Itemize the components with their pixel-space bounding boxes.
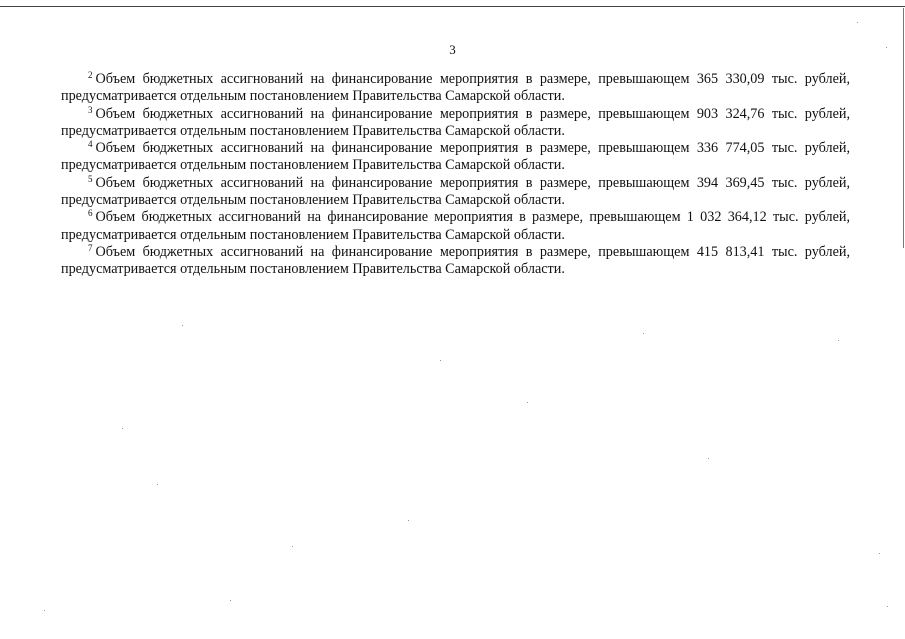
footnote-mark: 3 [88,104,93,115]
footnote-4 [61,140,850,175]
footnotes-block [61,71,850,279]
footnote-mark: 5 [88,173,93,184]
footnote-text: Объем бюджетных ассигнований на финансирование мероприятия в размере, превышающем 1 032 364,12 тыс. рублей, предусматривается отдельным постановлением Правительства Самарской области. [61,209,850,243]
scan-speck [879,553,880,554]
footnote-5 [61,175,850,210]
scan-speck [886,47,887,48]
scan-speck [708,458,709,459]
footnote-text: Объем бюджетных ассигнований на финансирование мероприятия в размере, превышающем 394 369,45 тыс. рублей, предусматривается отдельным постановлением Правительства Самарской области. [61,174,850,209]
scan-speck [230,600,231,601]
scan-speck [44,610,45,611]
footnote-3 [61,106,850,141]
scan-speck [527,402,528,403]
scan-speck [857,22,858,23]
footnote-text: Объем бюджетных ассигнований на финансирование мероприятия в размере, превышающем 365 330,09 тыс. рублей, предусматривается отдельным постановлением Правительства Самарской области. [61,71,850,105]
footnote-7 [61,244,850,279]
scan-speck [838,340,839,341]
scan-speck [643,333,644,334]
scan-speck [157,484,158,485]
scan-speck [887,606,888,607]
footnote-6 [61,209,850,244]
footnote-2 [61,71,850,106]
footnote-mark: 7 [88,242,93,253]
scan-speck [122,428,123,429]
scan-speck [408,520,409,521]
page-number: 3 [449,42,456,57]
footnote-text: Объем бюджетных ассигнований на финансирование мероприятия в размере, превышающем 415 813,41 тыс. рублей, предусматривается отдельным постановлением Правительства Самарской области. [61,243,850,278]
scan-speck [440,360,441,361]
scan-speck [292,546,293,547]
footnote-text: Объем бюджетных ассигнований на финансирование мероприятия в размере, превышающем 336 774,05 тыс. рублей, предусматривается отдельным постановлением Правительства Самарской области. [61,140,850,174]
top-border-line [0,6,905,7]
footnote-mark: 6 [88,208,93,219]
footnote-text: Объем бюджетных ассигнований на финансирование мероприятия в размере, превышающем 903 324,76 тыс. рублей, предусматривается отдельным постановлением Правительства Самарской области. [61,105,850,139]
scan-speck [182,325,183,326]
footnote-mark: 2 [88,70,93,80]
footnote-mark: 4 [88,139,93,150]
